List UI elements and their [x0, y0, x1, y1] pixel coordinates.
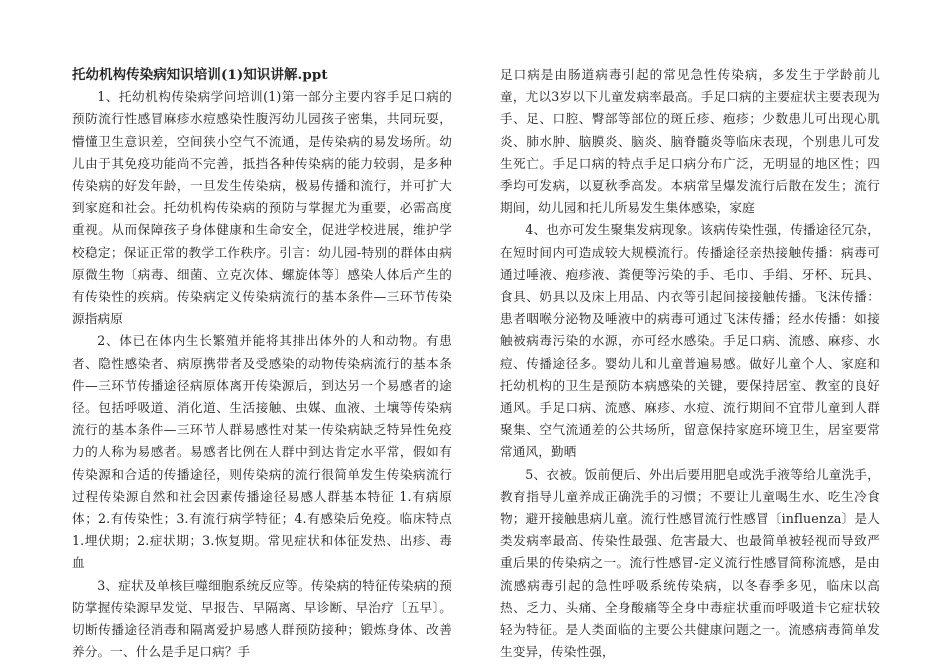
left-column — [72, 64, 452, 663]
document-title: 托幼机构传染病知识培训(1)知识讲解.ppt — [72, 67, 328, 83]
paragraph-5: 5、衣被。饭前便后、外出后要用肥皂或洗手液等给儿童洗手，教育指导儿童养成正确洗手的习惯；不要让儿童喝生水、吃生冷食物；避开接触患病儿童。流行性感冒流行性感冒〔influenza〕是人类发病率最高、传染性最强、危害最大、也最简单被轻视而导致严重后果的传染病之一。流行性感冒-定义流行性感冒简称流感，是由流感病毒引起的急性呼吸系统传染病，以冬春季多见，临床以高热、乏力、头痛、全身酸痛等全身中毒症状重而呼吸道卡它症状较轻为特征。是人类面临的主要公共健康问题之一。流感病毒简单发生变异，传染性强， — [500, 466, 880, 660]
paragraph-2: 2、体已在体内生长繁殖并能将其排出体外的人和动物。有患者、隐性感染者、病原携带者及受感染的动物传染病流行的基本条件—三环节传播途径病原体离开传染源后，到达另一个易感者的途径。包括呼吸道、消化道、生活接触、虫媒、血液、土壤等传染病流行的基本条件—三环节人群易感性对某一传染病缺乏特异性免疫力的人称为易感者。易感者比例在人群中到达肯定水平常，假如有传染源和合适的传播途径，则传染病的流行很简单发生传染病流行过程传染源自然和社会因素传播途径易感人群基本特征 1.有病原体；2.有传染性；3.有流行病学特征；4.有感染后免疫。临床特点 1.埋伏期；2.症状期；3.恢复期。常见症状和体征发热、出疹、毒血 — [72, 333, 452, 571]
paragraph-3: 3、症状及单核巨噬细胞系统反应等。传染病的特征传染病的预防掌握传染源早发觉、早报告、早隔离、早诊断、早治疗〔五早〕。切断传播途径消毒和隔离爱护易感人群预防接种；锻炼身体、改善养分。一、什么是手足口病？手 — [72, 577, 452, 660]
right-column — [500, 64, 880, 663]
paragraph-4: 4、也亦可发生聚集发病现象。该病传染性强，传播途径冗杂，在短时间内可造成较大规模流行。传播途径亲热接触传播：病毒可通过唾液、疱疹液、粪便等污染的手、毛巾、手绢、牙杯、玩具、食具、奶具以及床上用品、内衣等引起间接接触传播。飞沫传播：患者咽喉分泌物及唾液中的病毒可通过飞沫传播；经水传播：如接触被病毒污染的水源，亦可经水感染。手足口病、流感、麻疹、水痘、传播途径多。婴幼儿和儿童普遍易感。做好儿童个人、家庭和托幼机构的卫生是预防本病感染的关键，要保持居室、教室的良好通风。手足口病、流感、麻疹、水痘、流行期间不宜带儿童到人群聚集、空气流通差的公共场所，留意保持家庭环境卫生，居室要常常通风，勤晒 — [500, 222, 880, 460]
paragraph-3-continued: 足口病是由肠道病毒引起的常见急性传染病，多发生于学龄前儿童，尤以3岁以下儿童发病率最高。手足口病的主要症状主要表现为手、足、口腔、臀部等部位的斑丘疹、疱疹；少数患儿可出现心肌炎、肺水肿、脑膜炎、脑炎、脑脊髓炎等临床表现，个别患儿可发生死亡。手足口病的特点手足口病分布广泛，无明显的地区性；四季均可发病，以夏秋季高发。本病常呈爆发流行后散在发生；流行期间，幼儿园和托儿所易发生集体感染，家庭 — [500, 67, 880, 216]
paragraph-1: 1、托幼机构传染病学问培训(1)第一部分主要内容手足口病的预防流行性感冒麻疹水痘感染性腹泻幼儿园孩子密集，共同玩耍，懵懂卫生意识差，空间狭小空气不流通，是传染病的易发场所。幼儿由于其免疫功能尚不完善，抵挡各种传染病的能力较弱，是多种传染病的好发年龄，一旦发生传染病，极易传播和流行，并可扩大到家庭和社会。托幼机构传染病的预防与掌握尤为重要，必需高度重视。从而保障孩子身体健康和生命安全，促进学校进展，维护学校稳定；保证正常的教学工作秩序。引言：幼儿园-特别的群体由病原微生物〔病毒、细菌、立克次体、螺旋体等〕感染人体后产生的有传染性的疾病。传染病定义传染病流行的基本条件—三环节传染源指病原 — [72, 89, 452, 327]
